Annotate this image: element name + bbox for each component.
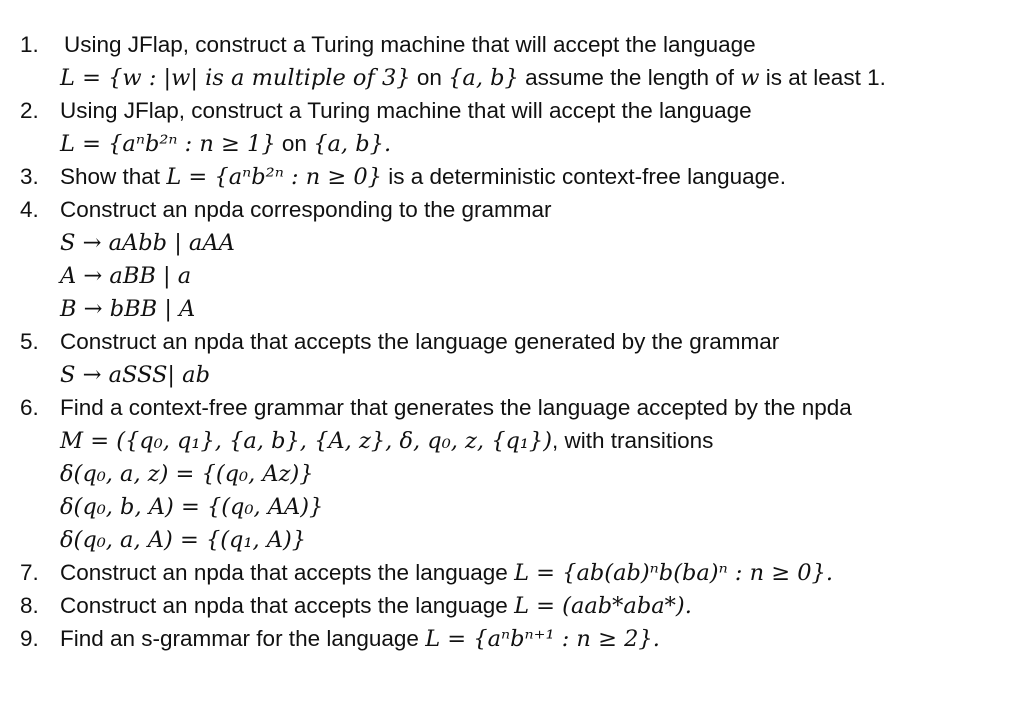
problem-text	[60, 457, 314, 491]
text-segment: is a deterministic context-free language.	[381, 164, 786, 189]
problem-number: 2.	[20, 98, 39, 123]
math-expression: S → aAbb | aAA	[60, 230, 235, 256]
problem-text	[60, 193, 552, 226]
math-expression: L = (aab*aba*).	[514, 593, 692, 619]
math-expression: L = {aⁿbⁿ⁺¹ : n ≥ 2}.	[425, 626, 660, 652]
problem-text	[60, 391, 852, 424]
text-segment: Construct an npda that accepts the language	[60, 560, 515, 585]
text-segment: Show that	[60, 164, 167, 189]
math-expression: L = {w : |w| is a multiple of 3}	[60, 65, 411, 91]
math-expression: L = {ab(ab)ⁿb(ba)ⁿ : n ≥ 0}.	[514, 560, 834, 586]
problem-text	[60, 358, 210, 392]
problem-text	[60, 622, 660, 656]
math-expression: L = {aⁿb²ⁿ : n ≥ 1}	[60, 131, 276, 157]
math-expression: {a, b}	[448, 65, 519, 91]
text-segment: Construct an npda corresponding to the grammar	[60, 197, 552, 222]
text-segment: Using JFlap, construct a Turing machine that will accept the language	[64, 32, 756, 57]
problem-text	[60, 160, 786, 194]
problem-text	[60, 127, 391, 161]
text-segment: , with transitions	[552, 428, 714, 453]
problem-text	[60, 424, 713, 458]
problem-number: 3.	[20, 164, 39, 189]
text-segment: Construct an npda that accepts the language generated by the grammar	[60, 329, 780, 354]
problem-number: 6.	[20, 395, 39, 420]
problem-text	[60, 556, 833, 590]
text-segment: on	[275, 131, 314, 156]
problem-number: 8.	[20, 593, 39, 618]
math-expression: δ(q₀, a, z) = {(q₀, Az)}	[60, 461, 314, 487]
problem-number: 9.	[20, 626, 39, 651]
math-expression: {a, b}.	[313, 131, 392, 157]
math-expression: B → bBB | A	[60, 296, 196, 322]
problem-number: 7.	[20, 560, 39, 585]
problem-text	[60, 292, 195, 326]
text-segment: Construct an npda that accepts the language	[60, 593, 515, 618]
math-expression: S → aSSS| ab	[60, 362, 210, 388]
math-expression: M = ({q₀, q₁}, {a, b}, {A, z}, δ, q₀, z, {q₁})	[60, 428, 553, 454]
problem-text	[60, 589, 692, 623]
problem-number: 5.	[20, 329, 39, 354]
problem-number: 1.	[20, 32, 39, 57]
text-segment: Using JFlap, construct a Turing machine that will accept the language	[60, 98, 752, 123]
problem-text	[60, 325, 779, 358]
problem-number: 4.	[20, 197, 39, 222]
problem-text	[60, 94, 752, 127]
math-expression: L = {aⁿb²ⁿ : n ≥ 0}	[166, 164, 382, 190]
problem-text	[60, 61, 886, 95]
text-segment: is at least 1.	[759, 65, 886, 90]
math-expression: A → aBB | a	[60, 263, 192, 289]
problem-text	[60, 259, 191, 293]
math-expression: δ(q₀, b, A) = {(q₀, AA)}	[60, 494, 324, 520]
text-segment: assume the length of	[518, 65, 741, 90]
text-segment: on	[410, 65, 449, 90]
math-expression: w	[740, 65, 760, 91]
math-expression: δ(q₀, a, A) = {(q₁, A)}	[60, 527, 307, 553]
problem-text	[64, 28, 756, 61]
problem-text	[60, 523, 306, 557]
problem-text	[60, 226, 235, 260]
problem-text	[60, 490, 323, 524]
text-segment: Find a context-free grammar that generates the language accepted by the npda	[60, 395, 852, 420]
text-segment: Find an s-grammar for the language	[60, 626, 426, 651]
